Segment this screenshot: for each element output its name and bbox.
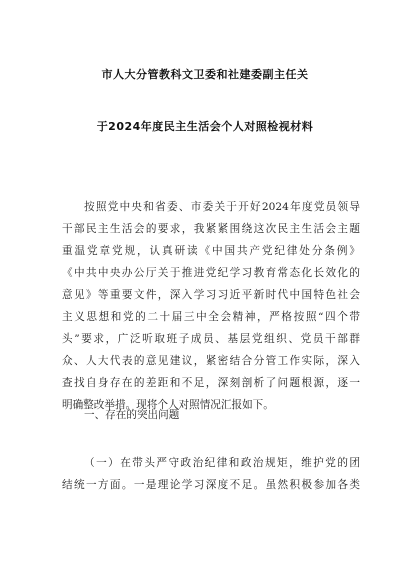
- intro-line: 明确整改举措。现将个人对照情况汇报如下。: [62, 399, 274, 411]
- intro-line: 《中共中央办公厅关于推进党纪学习教育常态化长效化的: [62, 267, 360, 279]
- document-title-line-2: 于2024年度民主生活会个人对照检视材料: [96, 120, 314, 133]
- intro-line: 重温党章党规，认真研读《中国共产党纪律处分条例》: [62, 245, 360, 257]
- intro-line: 干部民主生活会的要求，我紧紧围绕这次民主生活会主题: [62, 223, 360, 235]
- section-1-line: 结统一方面。一是理论学习深度不足。虽然积极参加各类: [62, 479, 360, 491]
- section-1-line: （一）在带头严守政治纪律和政治规矩，维护党的团: [84, 457, 360, 469]
- intro-line: 按照党中央和省委、市委关于开好2024年度党员领导: [84, 201, 360, 213]
- section-heading: 一、存在的突出问题: [84, 409, 180, 421]
- document-title-line-1: 市人大分管教科文卫委和社建委副主任关: [101, 68, 309, 81]
- intro-line: 意见》等重要文件，深入学习习近平新时代中国特色社会: [62, 289, 360, 301]
- intro-line: 查找自身存在的差距和不足，深刻剖析了问题根源，逐一: [62, 377, 360, 389]
- intro-line: 主义思想和党的二十届三中全会精神，严格按照“四个带: [62, 311, 360, 323]
- intro-line: 众、人大代表的意见建议，紧密结合分管工作实际，深入: [62, 355, 360, 367]
- intro-line: 头”要求，广泛听取班子成员、基层党组织、党员干部群: [62, 333, 360, 345]
